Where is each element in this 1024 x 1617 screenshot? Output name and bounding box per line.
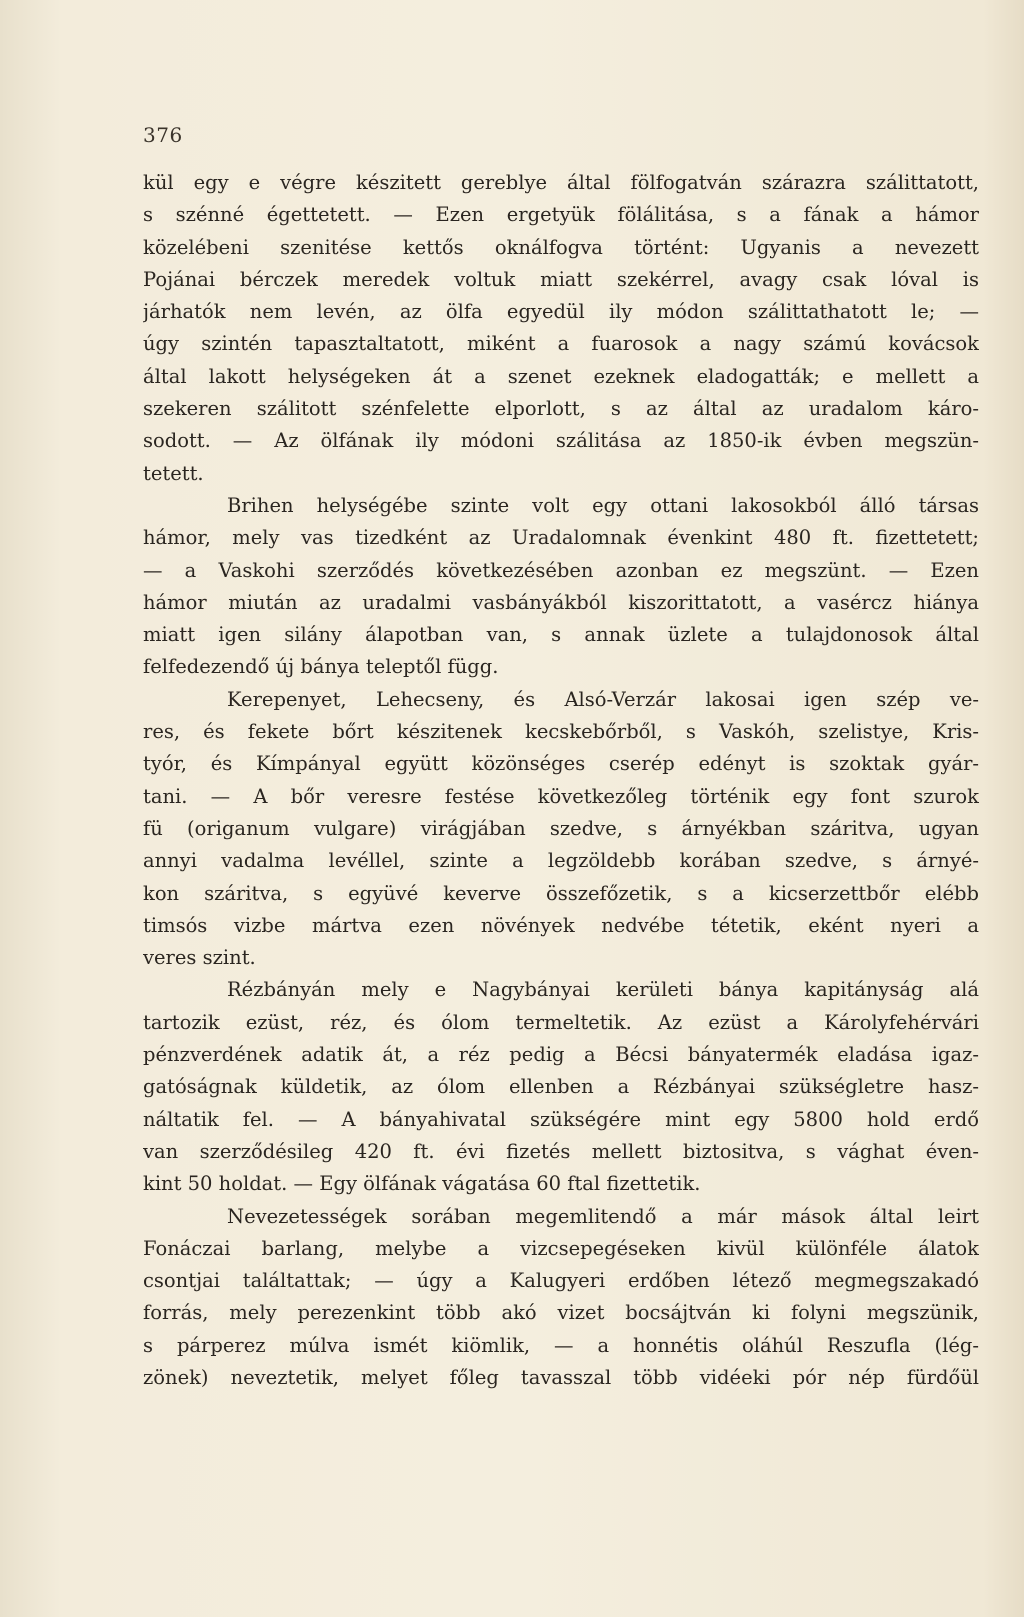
text-line: hámor miután az uradalmi vasbányákból kiszorittatott, a vasércz hiánya [143,590,979,614]
text-line: kint 50 holdat. — Egy ölfának vágatása 60 ftal fizettetik. [143,1172,701,1196]
text-line: szekeren szálitott szénfelette elporlott, s az által az uradalom káro- [143,397,979,421]
text-line: hámor, mely vas tizedként az Uradalomnak évenkint 480 ft. fizettetett; [143,526,979,550]
text-line: res, és fekete bőrt készitenek kecskebőrből, s Vaskóh, szelistye, Kris- [143,720,979,744]
text-line: járhatók nem levén, az ölfa egyedül ily módon szálittathatott le; — [143,300,979,324]
text-line: csontjai találtattak; — úgy a Kalugyeri erdőben létező megmegszakadó [143,1269,979,1293]
text-line: tani. — A bőr veresre festése következőleg történik egy font szurok [143,784,979,808]
text-line: sodott. — Az ölfának ily módoni szálitása az 1850-ik évben megszün- [143,429,979,453]
text-line: s szénné égettetett. — Ezen ergetyük fölálitása, s a fának a hámor [143,203,979,227]
page-number: 376 [143,123,183,147]
text-line: Brihen helységébe szinte volt egy ottani lakosokból álló társas [227,493,979,517]
text-line: tyór, és Kímpányal együtt közönséges cserép edényt is szoktak gyár- [143,752,979,776]
text-line: miatt igen silány álapotban van, s annak üzlete a tulajdonosok által [143,623,979,647]
text-line: Fonáczai barlang, melybe a vizcsepegéseken kivül különféle álatok [143,1236,979,1260]
text-line: közelébeni szenitése kettős oknálfogva történt: Ugyanis a nevezett [143,235,979,259]
text-line: felfedezendő új bánya teleptől függ. [143,655,499,679]
text-line: forrás, mely perezenkint több akó vizet bocsájtván ki folyni megszünik, [143,1301,979,1325]
text-line: s párperez múlva ismét kiömlik, — a honnétis oláhúl Reszufla (lég- [143,1333,979,1357]
text-line: — a Vaskohi szerződés következésében azonban ez megszünt. — Ezen [143,558,979,582]
text-line: van szerződésileg 420 ft. évi fizetés mellett biztositva, s vághat éven- [143,1139,979,1163]
text-line: fü (origanum vulgare) virágjában szedve, s árnyékban száritva, ugyan [143,816,979,840]
text-line: Rézbányán mely e Nagybányai kerületi bánya kapitányság alá [227,978,979,1002]
text-line: Kerepenyet, Lehecseny, és Alsó-Verzár lakosai igen szép ve- [227,687,979,711]
text-line: pénzverdének adatik át, a réz pedig a Bécsi bányatermék eladása igaz- [143,1043,979,1067]
text-line: úgy szintén tapasztaltatott, miként a fuarosok a nagy számú kovácsok [143,332,979,356]
text-line: tartozik ezüst, réz, és ólom termeltetik. Az ezüst a Károlyfehérvári [143,1010,979,1034]
text-line: annyi vadalma levéllel, szinte a legzöldebb korában szedve, s árnyé- [143,849,979,873]
text-line: gatóságnak küldetik, az ólom ellenben a Rézbányai szükségletre hasz- [143,1075,979,1099]
text-line: veres szint. [143,946,256,970]
text-line: Pojánai bérczek meredek voltuk miatt szekérrel, avagy csak lóval is [143,267,979,291]
text-line: kül egy e végre készitett gereblye által fölfogatván szárazra szálittatott, [143,171,979,194]
body-text [143,167,979,1394]
text-line: náltatik fel. — A bányahivatal szükségére mint egy 5800 hold erdő [143,1107,979,1131]
text-line: tetett. [143,461,204,485]
text-line: által lakott helységeken át a szenet ezeknek eladogatták; e mellett a [143,364,979,388]
text-line: zönek) neveztetik, melyet főleg tavasszal több vidéeki pór nép fürdőül [143,1365,979,1389]
text-line: timsós vizbe mártva ezen növények nedvébe tétetik, eként nyeri a [143,913,979,937]
text-line: Nevezetességek sorában megemlitendő a már mások által leirt [227,1204,979,1228]
text-line: kon száritva, s együvé keverve összefőzetik, s a kicserzettbőr elébb [143,881,979,905]
